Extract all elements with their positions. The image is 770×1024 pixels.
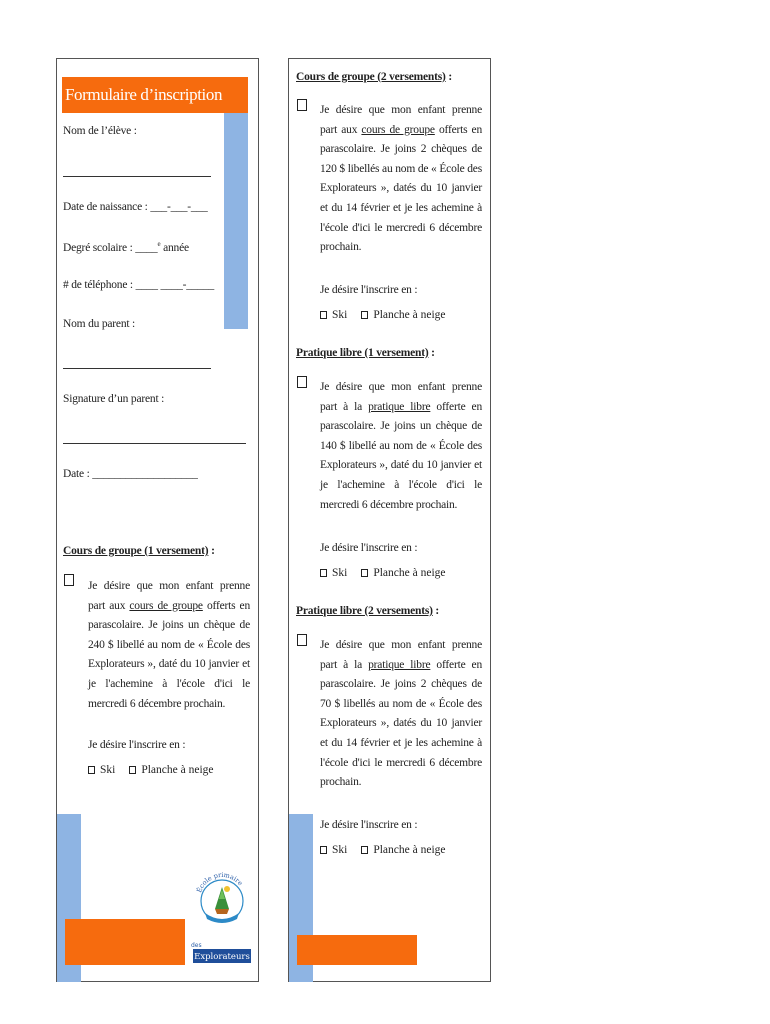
paragraph-free-2-link: pratique libre (368, 658, 431, 671)
paragraph-free-1-pre: Je désire que mon enfant prenne part à la (320, 381, 482, 413)
ski-checkbox[interactable] (320, 311, 327, 319)
paragraph-group-1 (88, 577, 250, 714)
grade-sup: e (157, 240, 161, 248)
paragraph-free-2-pre: Je désire que mon enfant prenne part à la (320, 639, 482, 671)
snowboard-label: Planche à neige (141, 764, 214, 776)
options-row-group-2 (320, 309, 446, 321)
grade-label: Degré scolaire : ____ (63, 241, 158, 254)
snowboard-checkbox[interactable] (361, 846, 368, 854)
section-title-free-2-suffix: : (432, 605, 440, 617)
snowboard-checkbox[interactable] (361, 569, 368, 577)
section-title-free-2 (296, 605, 439, 617)
date-label[interactable]: Date : ___________________ (63, 468, 198, 480)
paragraph-group-1-post: offerts en parascolaire. Je joins un chèque de 240 $ libellé au nom de « École des Explorateurs », daté du 10 janvier et je l'achemine à l'école d'ici le mercredi 6 décembre prochain. (88, 599, 251, 710)
phone-label[interactable]: # de téléphone : ____ ____-_____ (63, 279, 215, 291)
orange-accent-block-right (297, 935, 417, 965)
section-title-group-2-text: Cours de groupe (2 versements) (296, 71, 446, 83)
ski-label: Ski (332, 309, 348, 321)
paragraph-group-1-pre: Je désire que mon enfant prenne part aux (88, 580, 250, 612)
ski-checkbox[interactable] (320, 569, 327, 577)
paragraph-group-2 (320, 101, 482, 258)
snowboard-label: Planche à neige (373, 309, 446, 321)
student-name-line[interactable] (63, 176, 211, 177)
registration-form-panel (56, 58, 259, 982)
grade-field[interactable] (63, 240, 189, 254)
snowboard-checkbox[interactable] (129, 766, 136, 774)
paragraph-free-1 (320, 378, 482, 515)
ski-checkbox[interactable] (320, 846, 327, 854)
section-title-free-1-text: Pratique libre (1 versement) (296, 347, 429, 359)
section-title-group-1 (63, 545, 215, 557)
birthdate-label[interactable]: Date de naissance : ___-___-___ (63, 201, 208, 213)
snowboard-label: Planche à neige (373, 844, 446, 856)
choose-label-free-2: Je désire l'inscrire en : (320, 819, 418, 831)
snowboard-label: Planche à neige (373, 567, 446, 579)
section-title-group-1-text: Cours de groupe (1 versement) (63, 545, 209, 557)
paragraph-group-2-link: cours de groupe (361, 123, 435, 136)
section-title-free-1-suffix: : (428, 347, 435, 359)
section-title-group-1-suffix: : (208, 545, 215, 557)
student-name-label: Nom de l’élève : (63, 125, 137, 137)
form-title: Formulaire d’inscription (62, 77, 248, 113)
ski-label: Ski (332, 567, 348, 579)
paragraph-free-2 (320, 636, 482, 793)
paragraph-group-1-link: cours de groupe (129, 599, 203, 612)
checkbox-free-2[interactable] (297, 634, 307, 646)
section-title-group-2-suffix: : (445, 71, 452, 83)
checkbox-free-1[interactable] (297, 376, 307, 388)
options-row-free-2 (320, 844, 446, 856)
logo-name: Explorateurs (194, 952, 250, 962)
snowboard-checkbox[interactable] (361, 311, 368, 319)
choose-label-group-2: Je désire l'inscrire en : (320, 284, 418, 296)
school-logo (191, 859, 253, 965)
logo-arc-text: École primaire (195, 870, 245, 894)
parent-name-line[interactable] (63, 368, 211, 369)
paragraph-group-2-pre: Je désire que mon enfant prenne part aux (320, 104, 482, 136)
options-row-group-1 (88, 764, 214, 776)
ski-label: Ski (100, 764, 116, 776)
paragraph-free-2-post: offerte en parascolaire. Je joins 2 chèques de 70 $ libellés au nom de « École des Explorateurs », datés du 10 janvier et du 14 février et je les achemine à l'école d'ici le mercredi 6 décembre prochain. (320, 658, 483, 789)
checkbox-group-1[interactable] (64, 574, 74, 586)
choose-label-group-1: Je désire l'inscrire en : (88, 739, 186, 751)
paragraph-free-1-post: offerte en parascolaire. Je joins un chèque de 140 $ libellé au nom de « École des Explorateurs », daté du 10 janvier et je l'achemine à l'école d'ici le mercredi 6 décembre prochain. (320, 400, 483, 511)
section-title-group-2 (296, 71, 452, 83)
section-title-free-1 (296, 347, 435, 359)
payment-options-panel (288, 58, 491, 982)
grade-suffix: année (160, 241, 189, 254)
parent-name-label: Nom du parent : (63, 318, 136, 330)
signature-label: Signature d’un parent : (63, 393, 165, 405)
checkbox-group-2[interactable] (297, 99, 307, 111)
paragraph-free-1-link: pratique libre (368, 400, 431, 413)
ski-label: Ski (332, 844, 348, 856)
orange-accent-block (65, 919, 185, 965)
choose-label-free-1: Je désire l'inscrire en : (320, 542, 418, 554)
signature-line[interactable] (63, 443, 246, 444)
blue-accent-bar-top (224, 77, 248, 329)
ski-checkbox[interactable] (88, 766, 95, 774)
section-title-free-2-text: Pratique libre (2 versements) (296, 605, 433, 617)
options-row-free-1 (320, 567, 446, 579)
logo-prefix: des (191, 942, 202, 949)
paragraph-group-2-post: offerts en parascolaire. Je joins 2 chèques de 120 $ libellés au nom de « École des Explorateurs », datés du 10 janvier et du 14 février et je les achemine à l'école d'ici le mercredi 6 décembre prochain. (320, 123, 483, 254)
